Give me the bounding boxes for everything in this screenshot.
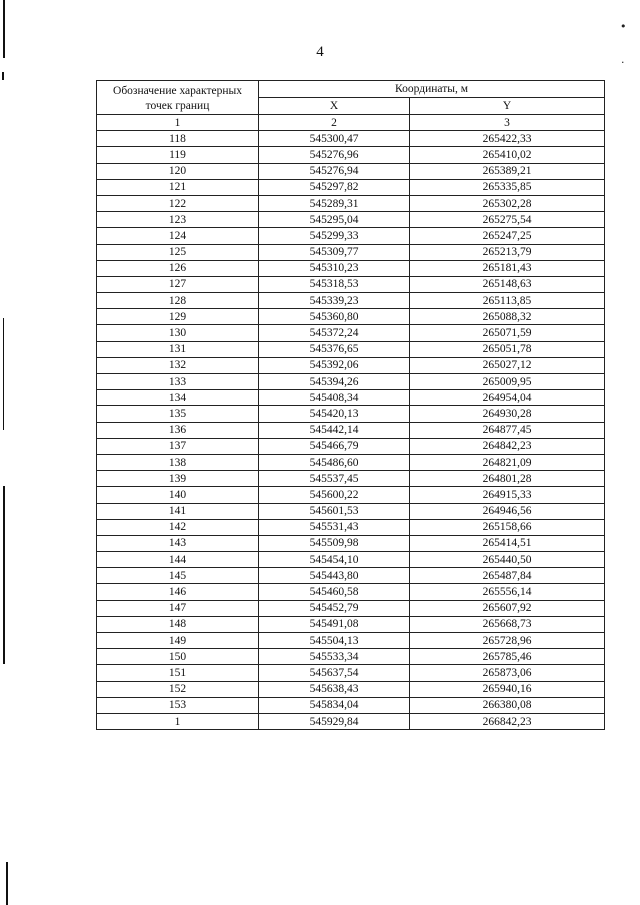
- table-row: [97, 600, 605, 616]
- x-coordinate-cell: 545637,54: [259, 665, 410, 681]
- point-id-cell: 1: [97, 713, 259, 729]
- point-id-cell: 137: [97, 438, 259, 454]
- table-row: [97, 195, 605, 211]
- table-row: [97, 535, 605, 551]
- table-row: [97, 438, 605, 454]
- point-id-cell: 151: [97, 665, 259, 681]
- x-coordinate-cell: 545442,14: [259, 422, 410, 438]
- x-coordinate-cell: 545372,24: [259, 325, 410, 341]
- point-id-cell: 142: [97, 519, 259, 535]
- point-id-cell: 146: [97, 584, 259, 600]
- y-coordinate-cell: 265113,85: [410, 293, 605, 309]
- y-coordinate-cell: 264877,45: [410, 422, 605, 438]
- point-id-cell: 140: [97, 487, 259, 503]
- table-row: [97, 665, 605, 681]
- x-coordinate-cell: 545339,23: [259, 293, 410, 309]
- x-coordinate-cell: 545443,80: [259, 568, 410, 584]
- x-coordinate-cell: 545420,13: [259, 406, 410, 422]
- y-coordinate-cell: 265213,79: [410, 244, 605, 260]
- points-column-header: Обозначение характерных точек границ: [97, 81, 259, 115]
- table-row: [97, 228, 605, 244]
- x-coordinate-cell: 545504,13: [259, 633, 410, 649]
- x-coordinate-cell: 545408,34: [259, 390, 410, 406]
- table-row: [97, 454, 605, 470]
- y-coordinate-cell: 265414,51: [410, 535, 605, 551]
- x-coordinate-cell: 545297,82: [259, 179, 410, 195]
- point-id-cell: 121: [97, 179, 259, 195]
- x-coordinate-cell: 545394,26: [259, 374, 410, 390]
- page-number: 4: [316, 44, 324, 60]
- point-id-cell: 149: [97, 633, 259, 649]
- table-row: [97, 212, 605, 228]
- table-row: [97, 616, 605, 632]
- table-row: [97, 131, 605, 147]
- y-coordinate-cell: 265422,33: [410, 131, 605, 147]
- point-id-cell: 125: [97, 244, 259, 260]
- table-body: [97, 131, 605, 730]
- table-row: [97, 471, 605, 487]
- x-coordinate-cell: 545491,08: [259, 616, 410, 632]
- point-id-cell: 129: [97, 309, 259, 325]
- column-index-3: 3: [410, 115, 605, 131]
- table-row: [97, 147, 605, 163]
- table-row: [97, 487, 605, 503]
- x-coordinate-cell: 545601,53: [259, 503, 410, 519]
- table-row: [97, 406, 605, 422]
- point-id-cell: 152: [97, 681, 259, 697]
- y-coordinate-cell: 265088,32: [410, 309, 605, 325]
- point-id-cell: 126: [97, 260, 259, 276]
- point-id-cell: 150: [97, 649, 259, 665]
- point-id-cell: 145: [97, 568, 259, 584]
- point-id-cell: 120: [97, 163, 259, 179]
- x-coordinate-cell: 545318,53: [259, 276, 410, 292]
- point-id-cell: 135: [97, 406, 259, 422]
- point-id-cell: 131: [97, 341, 259, 357]
- table-row: [97, 422, 605, 438]
- x-column-header: X: [259, 98, 410, 115]
- coordinates-table: [96, 80, 605, 730]
- x-coordinate-cell: 545537,45: [259, 471, 410, 487]
- table-row: [97, 584, 605, 600]
- table-row: [97, 649, 605, 665]
- y-coordinate-cell: 265487,84: [410, 568, 605, 584]
- scan-speck-icon: •: [620, 20, 627, 33]
- table-row: [97, 390, 605, 406]
- y-coordinate-cell: 265071,59: [410, 325, 605, 341]
- point-id-cell: 139: [97, 471, 259, 487]
- y-coordinate-cell: 264930,28: [410, 406, 605, 422]
- point-id-cell: 144: [97, 552, 259, 568]
- point-id-cell: 128: [97, 293, 259, 309]
- x-coordinate-cell: 545600,22: [259, 487, 410, 503]
- point-id-cell: 124: [97, 228, 259, 244]
- y-coordinate-cell: 266842,23: [410, 713, 605, 729]
- point-id-cell: 134: [97, 390, 259, 406]
- scan-edge-mark: [3, 318, 4, 430]
- point-id-cell: 118: [97, 131, 259, 147]
- x-coordinate-cell: 545295,04: [259, 212, 410, 228]
- point-id-cell: 127: [97, 276, 259, 292]
- table-row: [97, 341, 605, 357]
- y-coordinate-cell: 265247,25: [410, 228, 605, 244]
- point-id-cell: 143: [97, 535, 259, 551]
- table-row: [97, 260, 605, 276]
- x-coordinate-cell: 545300,47: [259, 131, 410, 147]
- point-id-cell: 119: [97, 147, 259, 163]
- y-coordinate-cell: 265275,54: [410, 212, 605, 228]
- point-id-cell: 122: [97, 195, 259, 211]
- x-coordinate-cell: 545310,23: [259, 260, 410, 276]
- table-row: [97, 552, 605, 568]
- x-coordinate-cell: 545533,34: [259, 649, 410, 665]
- y-coordinate-cell: 265668,73: [410, 616, 605, 632]
- y-coordinate-cell: 265009,95: [410, 374, 605, 390]
- y-coordinate-cell: 265051,78: [410, 341, 605, 357]
- x-coordinate-cell: 545460,58: [259, 584, 410, 600]
- coordinates-group-header: Координаты, м: [259, 81, 605, 98]
- x-coordinate-cell: 545531,43: [259, 519, 410, 535]
- point-id-cell: 133: [97, 374, 259, 390]
- table-row: [97, 163, 605, 179]
- y-coordinate-cell: 265302,28: [410, 195, 605, 211]
- x-coordinate-cell: 545834,04: [259, 697, 410, 713]
- x-coordinate-cell: 545486,60: [259, 454, 410, 470]
- x-coordinate-cell: 545360,80: [259, 309, 410, 325]
- scan-edge-mark: [3, 486, 5, 664]
- y-coordinate-cell: 265335,85: [410, 179, 605, 195]
- table-row: [97, 293, 605, 309]
- scan-edge-mark: [2, 72, 4, 80]
- scan-edge-mark: [6, 862, 8, 905]
- point-id-cell: 141: [97, 503, 259, 519]
- point-id-cell: 147: [97, 600, 259, 616]
- table-row: [97, 244, 605, 260]
- point-id-cell: 132: [97, 357, 259, 373]
- y-coordinate-cell: 265785,46: [410, 649, 605, 665]
- table-row: [97, 276, 605, 292]
- scan-speck-icon: ·: [621, 56, 625, 69]
- table-row: [97, 713, 605, 729]
- x-coordinate-cell: 545454,10: [259, 552, 410, 568]
- x-coordinate-cell: 545392,06: [259, 357, 410, 373]
- y-coordinate-cell: 264842,23: [410, 438, 605, 454]
- point-id-cell: 123: [97, 212, 259, 228]
- point-id-cell: 138: [97, 454, 259, 470]
- table-row: [97, 374, 605, 390]
- y-column-header: Y: [410, 98, 605, 115]
- y-coordinate-cell: 264801,28: [410, 471, 605, 487]
- x-coordinate-cell: 545376,65: [259, 341, 410, 357]
- y-coordinate-cell: 265607,92: [410, 600, 605, 616]
- y-coordinate-cell: 265181,43: [410, 260, 605, 276]
- table-row: [97, 568, 605, 584]
- x-coordinate-cell: 545276,94: [259, 163, 410, 179]
- table-row: [97, 697, 605, 713]
- x-coordinate-cell: 545509,98: [259, 535, 410, 551]
- table-row: [97, 179, 605, 195]
- x-coordinate-cell: 545276,96: [259, 147, 410, 163]
- point-id-cell: 153: [97, 697, 259, 713]
- y-coordinate-cell: 266380,08: [410, 697, 605, 713]
- x-coordinate-cell: 545309,77: [259, 244, 410, 260]
- y-coordinate-cell: 265027,12: [410, 357, 605, 373]
- y-coordinate-cell: 265940,16: [410, 681, 605, 697]
- y-coordinate-cell: 265158,66: [410, 519, 605, 535]
- x-coordinate-cell: 545289,31: [259, 195, 410, 211]
- y-coordinate-cell: 265556,14: [410, 584, 605, 600]
- table-row: [97, 309, 605, 325]
- table-row: [97, 325, 605, 341]
- table-row: [97, 681, 605, 697]
- column-index-1: 1: [97, 115, 259, 131]
- y-coordinate-cell: 265410,02: [410, 147, 605, 163]
- y-coordinate-cell: 264954,04: [410, 390, 605, 406]
- y-coordinate-cell: 265440,50: [410, 552, 605, 568]
- y-coordinate-cell: 264946,56: [410, 503, 605, 519]
- point-id-cell: 148: [97, 616, 259, 632]
- table-row: [97, 519, 605, 535]
- table-row: [97, 633, 605, 649]
- y-coordinate-cell: 265873,06: [410, 665, 605, 681]
- y-coordinate-cell: 265389,21: [410, 163, 605, 179]
- y-coordinate-cell: 265148,63: [410, 276, 605, 292]
- x-coordinate-cell: 545929,84: [259, 713, 410, 729]
- y-coordinate-cell: 265728,96: [410, 633, 605, 649]
- x-coordinate-cell: 545299,33: [259, 228, 410, 244]
- x-coordinate-cell: 545466,79: [259, 438, 410, 454]
- x-coordinate-cell: 545638,43: [259, 681, 410, 697]
- point-id-cell: 136: [97, 422, 259, 438]
- point-id-cell: 130: [97, 325, 259, 341]
- x-coordinate-cell: 545452,79: [259, 600, 410, 616]
- column-index-2: 2: [259, 115, 410, 131]
- table-row: [97, 503, 605, 519]
- y-coordinate-cell: 264821,09: [410, 454, 605, 470]
- table-row: [97, 357, 605, 373]
- y-coordinate-cell: 264915,33: [410, 487, 605, 503]
